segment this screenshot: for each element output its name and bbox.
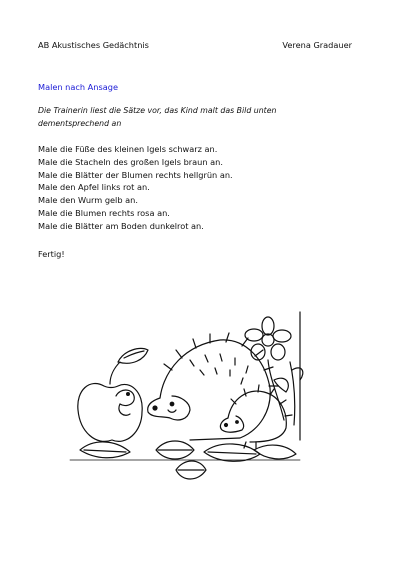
ground-leaves-icon [70, 441, 300, 479]
apple-with-worm-icon [78, 349, 148, 442]
closing-text: Fertig! [38, 249, 65, 259]
task-item: Male die Stacheln des großen Igels braun an. [38, 156, 223, 167]
document-title: AB Akustisches Gedächtnis [38, 40, 149, 50]
flower-icon [245, 317, 303, 425]
task-list [38, 143, 233, 233]
document-header [38, 40, 352, 50]
task-item: Male die Füße des kleinen Igels schwarz an. [38, 144, 218, 154]
task-item: Male die Blätter der Blumen rechts hellgrün an. [38, 169, 233, 180]
task-item: Male die Blätter am Boden dunkelrot an. [38, 220, 204, 231]
task-item: Male den Wurm gelb an. [38, 195, 138, 206]
task-item: Male die Blumen rechts rosa an. [38, 207, 170, 218]
author-name: Verena Gradauer [282, 40, 352, 50]
task-item: Male den Apfel links rot an. [38, 182, 150, 193]
hedgehog-coloring-illustration [60, 300, 310, 490]
instruction-text: Die Trainerin liest die Sätze vor, das Kind malt das Bild unten dementsprechend an [38, 106, 277, 128]
section-subtitle: Malen nach Ansage [38, 82, 118, 92]
